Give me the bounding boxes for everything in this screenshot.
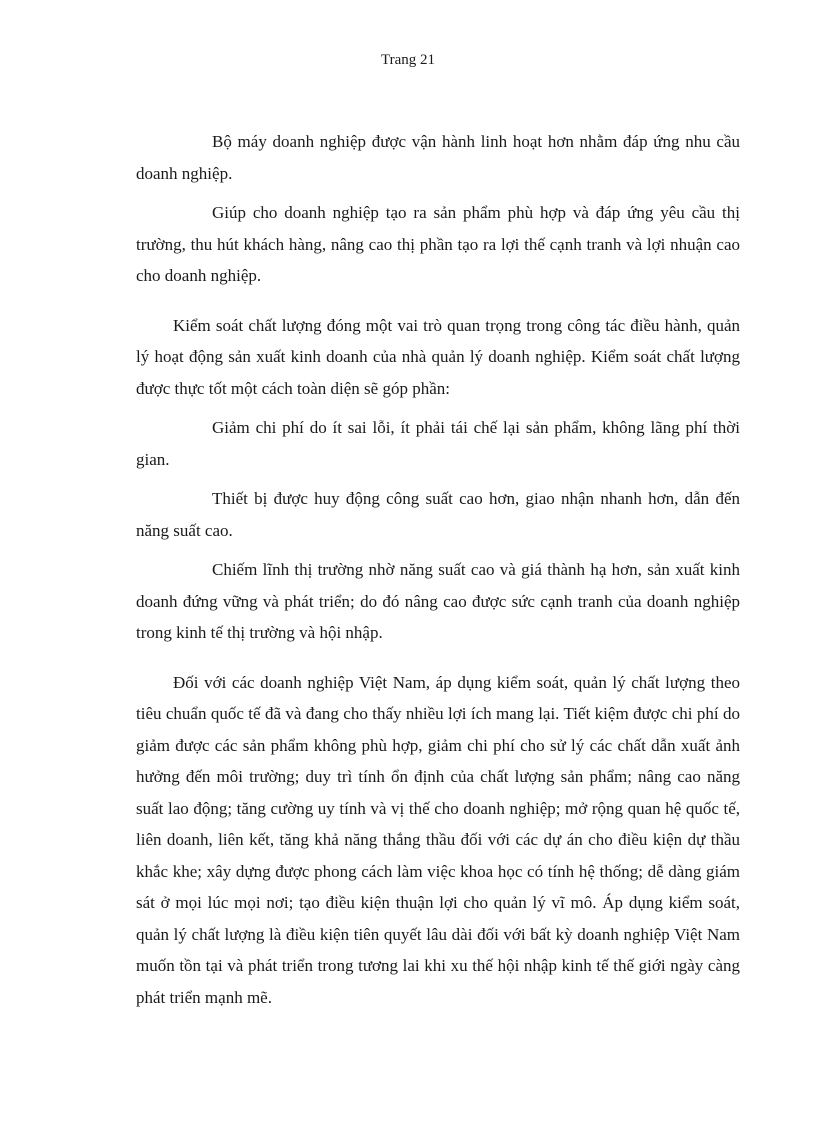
paragraph-market-dominance: Chiếm lĩnh thị trường nhờ năng suất cao và giá thành hạ hơn, sản xuất kinh doanh đứng vững và phát triển; do đó nâng cao được sức cạnh tranh của doanh nghiệp trong kinh tế thị trường và hội nhập. [136,560,740,642]
paragraph-market-fit: Giúp cho doanh nghiệp tạo ra sản phẩm phù hợp và đáp ứng yêu cầu thị trường, thu hút khách hàng, nâng cao thị phần tạo ra lợi thế cạnh tranh và lợi nhuận cao cho doanh nghiệp. [136,203,740,285]
paragraph-operation-flexibility: Bộ máy doanh nghiệp được vận hành linh hoạt hơn nhằm đáp ứng nhu cầu doanh nghiệp. [136,132,740,183]
paragraph-quality-control-role: Kiểm soát chất lượng đóng một vai trò quan trọng trong công tác điều hành, quản lý hoạt động sản xuất kinh doanh của nhà quản lý doanh nghiệp. Kiểm soát chất lượng được thực tốt một cách toàn diện sẽ góp phần: [136,315,740,398]
paragraph-equipment-capacity: Thiết bị được huy động công suất cao hơn, giao nhận nhanh hơn, dẫn đến năng suất cao. [136,489,740,540]
document-body [136,126,740,1013]
paragraph-cost-reduction: Giảm chi phí do ít sai lỗi, ít phải tái chế lại sản phẩm, không lãng phí thời gian. [136,418,740,469]
paragraph-vietnam-enterprises: Đối với các doanh nghiệp Việt Nam, áp dụng kiểm soát, quản lý chất lượng theo tiêu chuẩn quốc tế đã và đang cho thấy nhiều lợi ích mang lại. Tiết kiệm được chi phí do giảm được các sản phẩm không phù hợp, giảm chi phí cho sử lý các chất dẫn xuất ảnh hưởng đến môi trường; duy trì tính ổn định của chất lượng sản phẩm; nâng cao năng suất lao động; tăng cường uy tính và vị thế cho doanh nghiệp; mở rộng quan hệ quốc tế, liên doanh, liên kết, tăng khả năng thắng thầu đối với các dự án cho điều kiện dự thầu khắc khe; xây dựng được phong cách làm việc khoa học có tính hệ thống; dễ dàng giám sát ở mọi lúc mọi nơi; tạo điều kiện thuận lợi cho quản lý vĩ mô. Áp dụng kiểm soát, quản lý chất lượng là điều kiện tiên quyết lâu dài đối với bất kỳ doanh nghiệp Việt Nam muốn tồn tại và phát triển trong tương lai khi xu thế hội nhập kinh tế thế giới ngày càng phát triển mạnh mẽ. [136,672,740,1007]
page-number-header: Trang 21 [380,52,436,68]
